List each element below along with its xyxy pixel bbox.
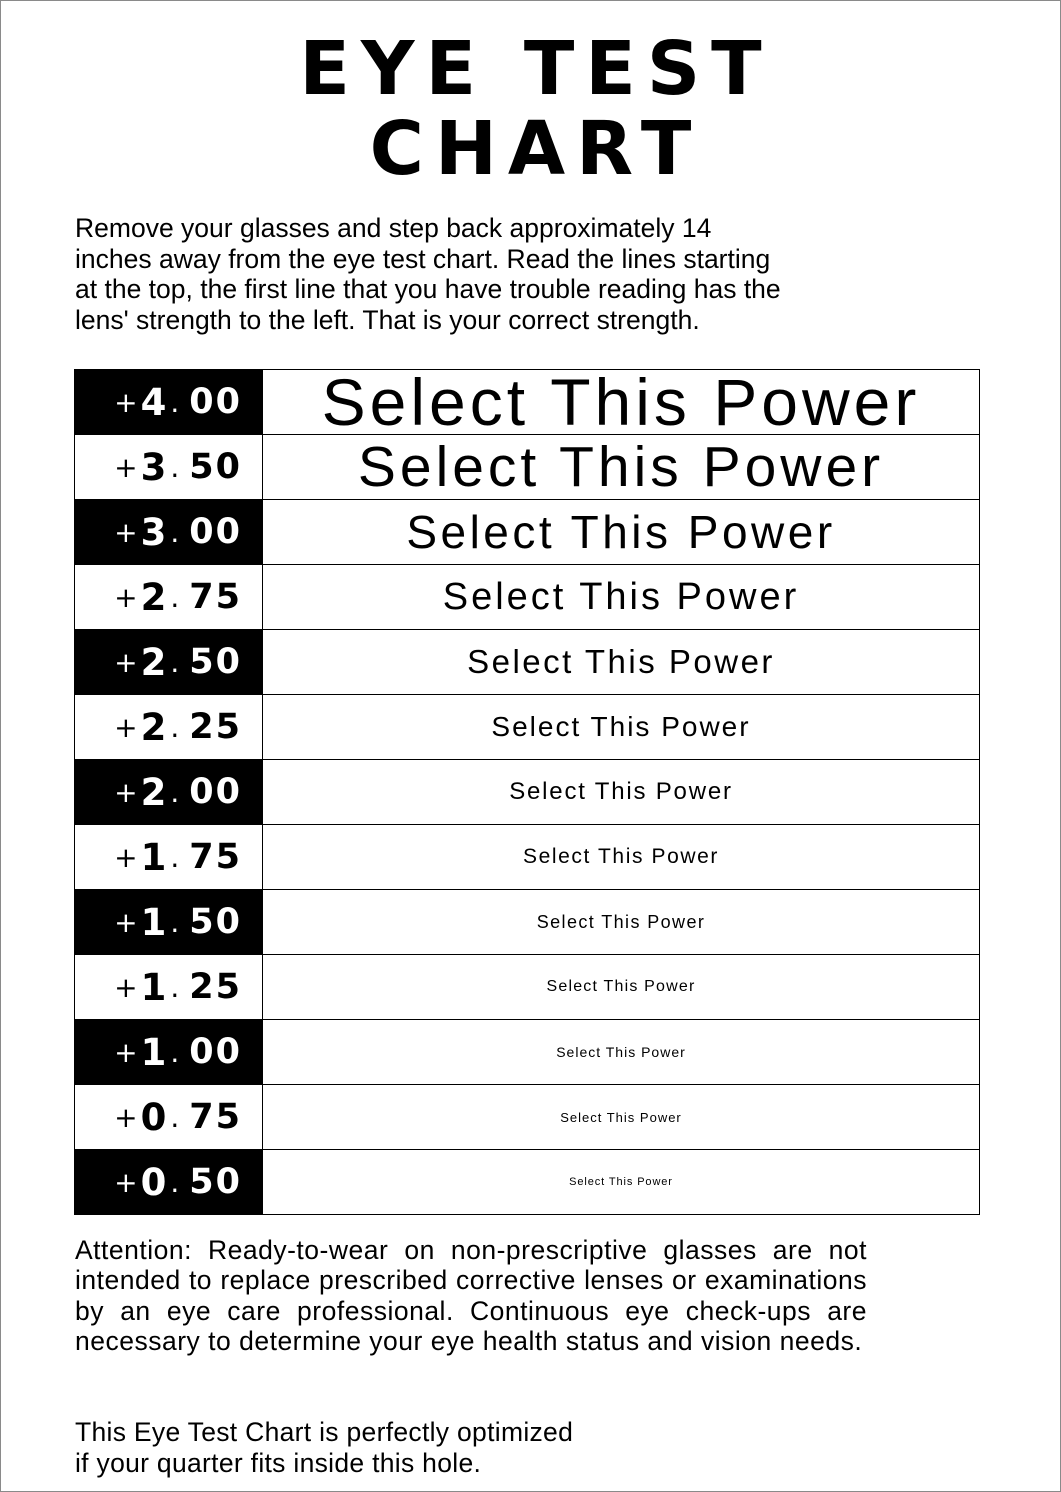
power-plus-sign: + — [114, 580, 140, 614]
title-line-2: CHART — [369, 106, 703, 192]
power-decimal: 00 — [189, 1032, 242, 1072]
select-power-label: Select This Power — [467, 643, 775, 680]
power-decimal-point: . — [170, 385, 182, 419]
power-decimal: 75 — [189, 837, 242, 877]
power-whole: 1 — [140, 965, 169, 1009]
power-row — [75, 1084, 979, 1149]
power-decimal: 00 — [189, 512, 242, 552]
power-value — [75, 370, 263, 434]
select-power-label: Select This Power — [406, 506, 836, 558]
select-power-label: Select This Power — [569, 1176, 673, 1188]
power-decimal: 50 — [189, 642, 242, 682]
power-value — [75, 1085, 263, 1149]
power-value — [75, 1150, 263, 1214]
power-plus-sign: + — [114, 710, 140, 744]
select-power-label: Select This Power — [522, 845, 720, 868]
power-whole: 0 — [140, 1160, 169, 1204]
power-row — [75, 824, 979, 889]
power-plus-sign: + — [114, 1035, 140, 1069]
power-decimal-point: . — [170, 645, 182, 679]
power-row — [75, 1019, 979, 1084]
power-row — [75, 365, 979, 439]
power-whole: 2 — [140, 770, 169, 814]
power-whole: 1 — [140, 835, 169, 879]
select-power-label: Select This Power — [546, 978, 696, 995]
optimization-line: if your quarter fits inside this hole. — [75, 1447, 482, 1478]
attention-notice: Attention: Ready-to-wear on non-prescriptive glasses are not intended to replace prescribed corrective lenses or examinations by an eye care professional. Continuous eye check-ups are necessary to determine your eye health status and vision needs. — [75, 1235, 867, 1356]
power-value — [75, 500, 263, 564]
power-decimal-point: . — [170, 905, 182, 939]
power-plus-sign: + — [114, 645, 140, 679]
power-decimal: 25 — [189, 707, 242, 747]
power-decimal-point: . — [170, 1165, 182, 1199]
select-power-label: Select This Power — [509, 778, 733, 805]
power-value — [75, 825, 263, 889]
power-row — [75, 954, 979, 1019]
power-value — [75, 890, 263, 954]
select-power-label: Select This Power — [321, 365, 921, 439]
power-row — [75, 499, 979, 564]
select-power-label: Select This Power — [357, 435, 885, 499]
instructions-line: inches away from the eye test chart. Read the lines starting — [75, 243, 771, 274]
power-chart-table — [74, 365, 980, 1215]
power-decimal: 50 — [189, 902, 242, 942]
power-whole: 0 — [140, 1095, 169, 1139]
power-value — [75, 565, 263, 629]
power-value — [75, 630, 263, 694]
power-value — [75, 435, 263, 499]
power-plus-sign: + — [114, 1100, 140, 1134]
power-value — [75, 695, 263, 759]
power-decimal: 50 — [189, 1162, 242, 1202]
power-decimal-point: . — [170, 580, 182, 614]
power-row — [75, 1149, 979, 1214]
power-plus-sign: + — [114, 515, 140, 549]
power-whole: 4 — [140, 380, 169, 424]
power-row — [75, 694, 979, 759]
select-power-label: Select This Power — [442, 575, 800, 618]
power-row — [75, 564, 979, 629]
power-whole: 3 — [140, 510, 169, 554]
power-row — [75, 889, 979, 954]
instructions-line: lens' strength to the left. That is your correct strength. — [75, 304, 700, 335]
power-whole: 2 — [140, 640, 169, 684]
power-decimal-point: . — [170, 1035, 182, 1069]
instructions-line: at the top, the first line that you have trouble reading has the — [75, 274, 781, 304]
power-decimal-point: . — [170, 775, 182, 809]
power-plus-sign: + — [114, 450, 140, 484]
select-power-label: Select This Power — [491, 711, 751, 742]
power-decimal: 75 — [189, 1097, 242, 1137]
select-power-label: Select This Power — [556, 1044, 686, 1060]
power-plus-sign: + — [114, 905, 140, 939]
power-decimal: 25 — [189, 967, 242, 1007]
power-decimal-point: . — [170, 450, 182, 484]
power-plus-sign: + — [114, 840, 140, 874]
power-whole: 1 — [140, 900, 169, 944]
power-decimal-point: . — [170, 1100, 182, 1134]
power-row — [75, 759, 979, 824]
page-title — [1, 26, 1060, 192]
power-plus-sign: + — [114, 775, 140, 809]
power-whole: 3 — [140, 445, 169, 489]
title-line-1: EYE TEST — [299, 26, 773, 112]
power-decimal: 00 — [189, 382, 242, 422]
power-value — [75, 955, 263, 1019]
instructions-line: Remove your glasses and step back approximately 14 — [75, 213, 712, 243]
power-decimal-point: . — [170, 970, 182, 1004]
power-decimal-point: . — [170, 710, 182, 744]
power-value — [75, 760, 263, 824]
power-whole: 1 — [140, 1030, 169, 1074]
power-decimal: 50 — [189, 447, 242, 487]
power-plus-sign: + — [114, 385, 140, 419]
optimization-note — [75, 1417, 775, 1478]
select-power-label: Select This Power — [536, 911, 706, 932]
power-plus-sign: + — [114, 970, 140, 1004]
power-row — [75, 434, 979, 499]
power-plus-sign: + — [114, 1165, 140, 1199]
power-decimal-point: . — [170, 840, 182, 874]
power-whole: 2 — [140, 575, 169, 619]
power-row — [75, 629, 979, 694]
optimization-line: This Eye Test Chart is perfectly optimized — [75, 1417, 574, 1447]
select-power-label: Select This Power — [560, 1109, 682, 1125]
power-whole: 2 — [140, 705, 169, 749]
power-decimal: 00 — [189, 772, 242, 812]
power-decimal: 75 — [189, 577, 242, 617]
power-value — [75, 1020, 263, 1084]
instructions — [75, 213, 875, 335]
power-decimal-point: . — [170, 515, 182, 549]
